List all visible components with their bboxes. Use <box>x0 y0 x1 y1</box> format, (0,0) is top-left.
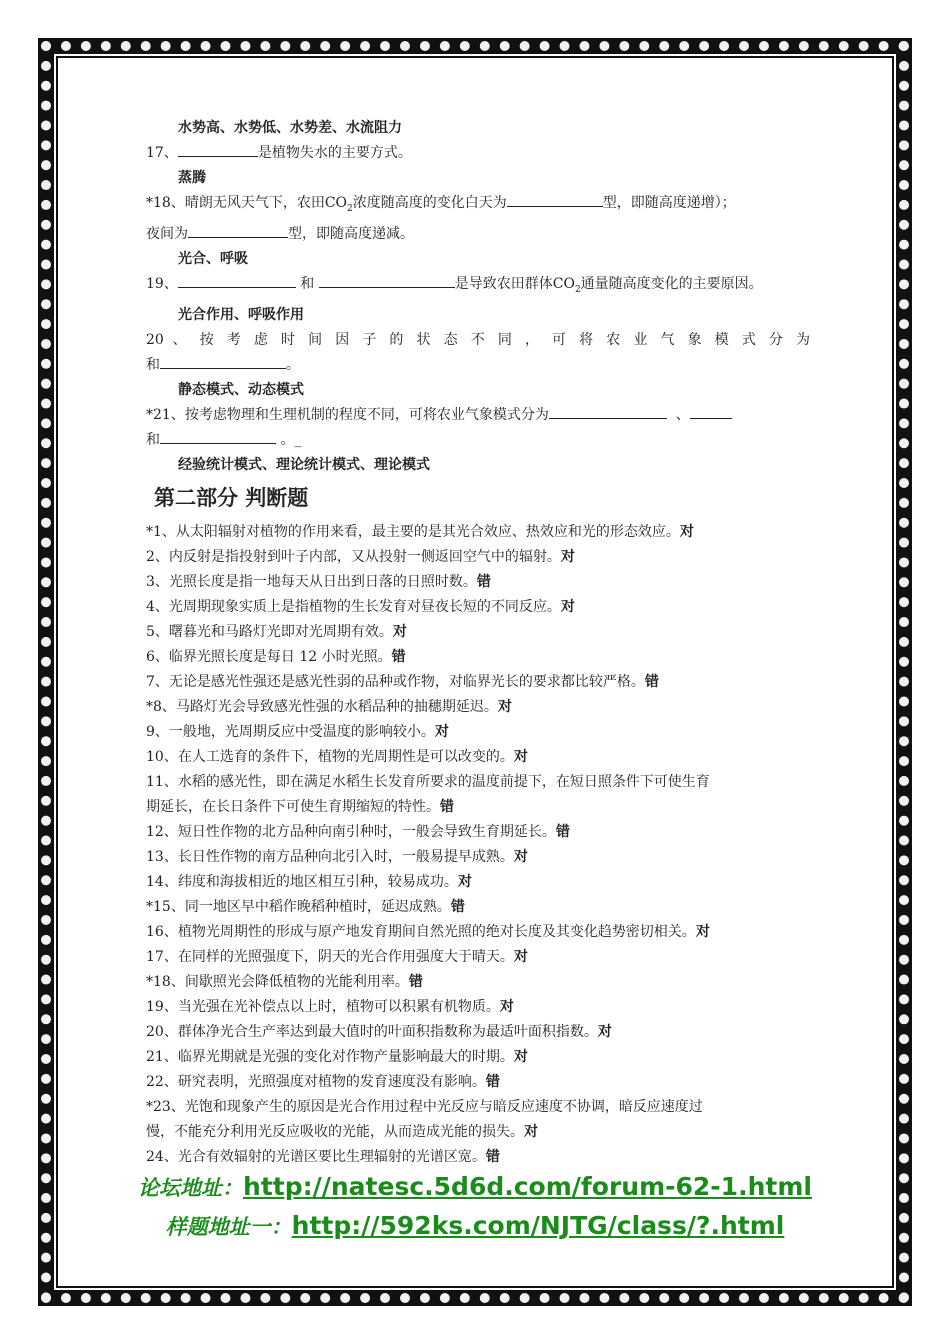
judgement-answer: 错 <box>555 823 570 840</box>
judgement-text: 6、临界光照长度是每日 12 小时光照。 <box>146 648 392 665</box>
question-17: 17、 是植物失水的主要方式。 <box>146 141 810 166</box>
answer-17: 蒸腾 <box>178 170 206 186</box>
judgement-answer: 错 <box>408 973 423 990</box>
judgement-answer: 错 <box>485 1148 500 1165</box>
judgement-text: 5、曙暮光和马路灯光即对光周期有效。 <box>146 623 393 640</box>
question-19: 19、 和 是导致农田群体$CO_2$通量随高度变化的主要原因。 <box>146 272 810 303</box>
blank <box>178 273 296 288</box>
judgement-text: *8、马路灯光会导致感光性强的水稻品种的抽穗期延迟。 <box>146 698 498 715</box>
forum-link-line <box>0 1172 950 1202</box>
judgement-item <box>146 745 810 770</box>
judgement-item <box>146 970 810 995</box>
judgement-item <box>146 845 810 870</box>
judgement-list <box>146 520 810 1170</box>
judgement-text: 19、当光强在光补偿点以上时，植物可以积累有机物质。 <box>146 998 500 1015</box>
judgement-item-cont <box>146 795 810 820</box>
answer-16: 水势高、水势低、水势差、水流阻力 <box>178 120 402 136</box>
judgement-answer: 对 <box>499 998 514 1015</box>
blank <box>178 142 258 157</box>
sample-link-line <box>0 1211 950 1241</box>
judgement-item <box>146 1145 810 1170</box>
judgement-answer: 对 <box>497 698 512 715</box>
question-18: *18、晴朗无风天气下，农田$CO_2$浓度随高度的变化白天为 型，即随高度递增）； <box>146 191 810 222</box>
judgement-item <box>146 620 810 645</box>
judgement-answer: 对 <box>457 873 472 890</box>
judgement-item <box>146 770 810 795</box>
judgement-text: 期延长，在长日条件下可使生育期缩短的特性。 <box>146 798 440 815</box>
judgement-answer: 对 <box>392 623 407 640</box>
judgement-item <box>146 670 810 695</box>
judgement-item <box>146 695 810 720</box>
judgement-answer: 对 <box>560 598 575 615</box>
judgement-item <box>146 545 810 570</box>
judgement-item <box>146 820 810 845</box>
blank <box>160 429 276 444</box>
judgement-item <box>146 570 810 595</box>
sample-url-link[interactable]: http://592ks.com/NJTG/class/?.html <box>291 1211 785 1240</box>
judgement-answer: 对 <box>513 1048 528 1065</box>
blank <box>188 223 288 238</box>
judgement-item <box>146 895 810 920</box>
judgement-text: 11、水稻的感光性，即在满足水稻生长发育所要求的温度前提下，在短日照条件下可使生育 <box>146 773 710 790</box>
blank <box>690 404 732 419</box>
judgement-text: 3、光照长度是指一地每天从日出到日落的日照时数。 <box>146 573 477 590</box>
judgement-text: *15、同一地区早中稻作晚稻种植时，延迟成熟。 <box>146 898 451 915</box>
question-18-cont: 夜间为 型，即随高度递减。 <box>146 222 810 247</box>
judgement-item <box>146 920 810 945</box>
judgement-answer: 对 <box>560 548 575 565</box>
answer-20: 静态模式、动态模式 <box>178 381 304 398</box>
answer-19: 光合作用、呼吸作用 <box>178 306 304 323</box>
forum-label: 论坛地址： <box>138 1176 244 1200</box>
judgement-item <box>146 720 810 745</box>
judgement-item <box>146 595 810 620</box>
judgement-item <box>146 1070 810 1095</box>
judgement-text: 13、长日性作物的南方品种向北引入时，一般易提早成熟。 <box>146 848 514 865</box>
judgement-item-cont <box>146 1120 810 1145</box>
judgement-text: *18、间歇照光会降低植物的光能利用率。 <box>146 973 409 990</box>
answer-21: 经验统计模式、理论统计模式、理论模式 <box>178 456 430 473</box>
judgement-answer: 错 <box>644 673 659 690</box>
judgement-text: 4、光周期现象实质上是指植物的生长发育对昼夜长短的不同反应。 <box>146 598 561 615</box>
judgement-answer: 错 <box>450 898 465 915</box>
judgement-answer: 对 <box>524 1123 538 1140</box>
judgement-text: 16、植物光周期性的形成与原产地发育期间自然光照的绝对长度及其变化趋势密切相关。 <box>146 923 696 940</box>
judgement-answer: 对 <box>434 723 449 740</box>
judgement-item <box>146 995 810 1020</box>
forum-url-link[interactable]: http://natesc.5d6d.com/forum-62-1.html <box>243 1172 812 1201</box>
judgement-answer: 对 <box>679 523 694 540</box>
judgement-item <box>146 520 810 545</box>
judgement-answer: 错 <box>440 798 454 815</box>
judgement-answer: 对 <box>597 1023 612 1040</box>
judgement-item <box>146 870 810 895</box>
judgement-answer: 对 <box>695 923 710 940</box>
judgement-answer: 错 <box>485 1073 500 1090</box>
judgement-item <box>146 1020 810 1045</box>
judgement-item <box>146 945 810 970</box>
judgement-text: 24、光合有效辐射的光谱区要比生理辐射的光谱区宽。 <box>146 1148 486 1165</box>
judgement-answer: 对 <box>513 848 528 865</box>
judgement-text: 21、临界光期就是光强的变化对作物产量影响最大的时期。 <box>146 1048 514 1065</box>
judgement-text: 12、短日性作物的北方品种向南引种时，一般会导致生育期延长。 <box>146 823 556 840</box>
judgement-answer: 错 <box>476 573 491 590</box>
document-body <box>146 116 810 1170</box>
judgement-text: 14、纬度和海拔相近的地区相互引种，较易成功。 <box>146 873 458 890</box>
judgement-text: 10、在人工选育的条件下，植物的光周期性是可以改变的。 <box>146 748 514 765</box>
judgement-text: 7、无论是感光性强还是感光性弱的品种或作物，对临界光长的要求都比较严格。 <box>146 673 645 690</box>
judgement-text: 慢，不能充分利用光反应吸收的光能，从而造成光能的损失。 <box>146 1123 524 1140</box>
judgement-text: *1、从太阳辐射对植物的作用来看，最主要的是其光合效应、热效应和光的形态效应。 <box>146 523 680 540</box>
judgement-text: 22、研究表明，光照强度对植物的发育速度没有影响。 <box>146 1073 486 1090</box>
judgement-answer: 错 <box>391 648 406 665</box>
section-title: 第二部分 判断题 <box>154 485 309 510</box>
judgement-text: 2、内反射是指投射到叶子内部，又从投射一侧返回空气中的辐射。 <box>146 548 561 565</box>
judgement-text: 20、群体净光合生产率达到最大值时的叶面积指数称为最适叶面积指数。 <box>146 1023 598 1040</box>
blank <box>549 404 667 419</box>
question-20-cont: 和 。 <box>146 353 810 378</box>
sample-label: 样题地址一： <box>165 1215 292 1239</box>
blank <box>507 192 603 207</box>
judgement-answer: 对 <box>513 948 528 965</box>
judgement-answer: 对 <box>513 748 528 765</box>
question-21-cont: 和 。_ <box>146 428 810 453</box>
judgement-text: 17、在同样的光照强度下，阴天的光合作用强度大于晴天。 <box>146 948 514 965</box>
judgement-item <box>146 645 810 670</box>
judgement-text: 9、一般地，光周期反应中受温度的影响较小。 <box>146 723 435 740</box>
judgement-item <box>146 1095 810 1120</box>
blank <box>160 354 286 369</box>
answer-18: 光合、呼吸 <box>178 250 248 267</box>
question-20: 20 、 按 考 虑 时 间 因 子 的 状 态 不 同 ， 可 将 农 业 气 象 模 式 分 为 <box>146 331 810 348</box>
question-21: *21、按考虑物理和生理机制的程度不同，可将农业气象模式分为 、 <box>146 403 810 428</box>
judgement-text: *23、光饱和现象产生的原因是光合作用过程中光反应与暗反应速度不协调，暗反应速度过 <box>146 1098 703 1115</box>
judgement-item <box>146 1045 810 1070</box>
blank <box>319 273 455 288</box>
